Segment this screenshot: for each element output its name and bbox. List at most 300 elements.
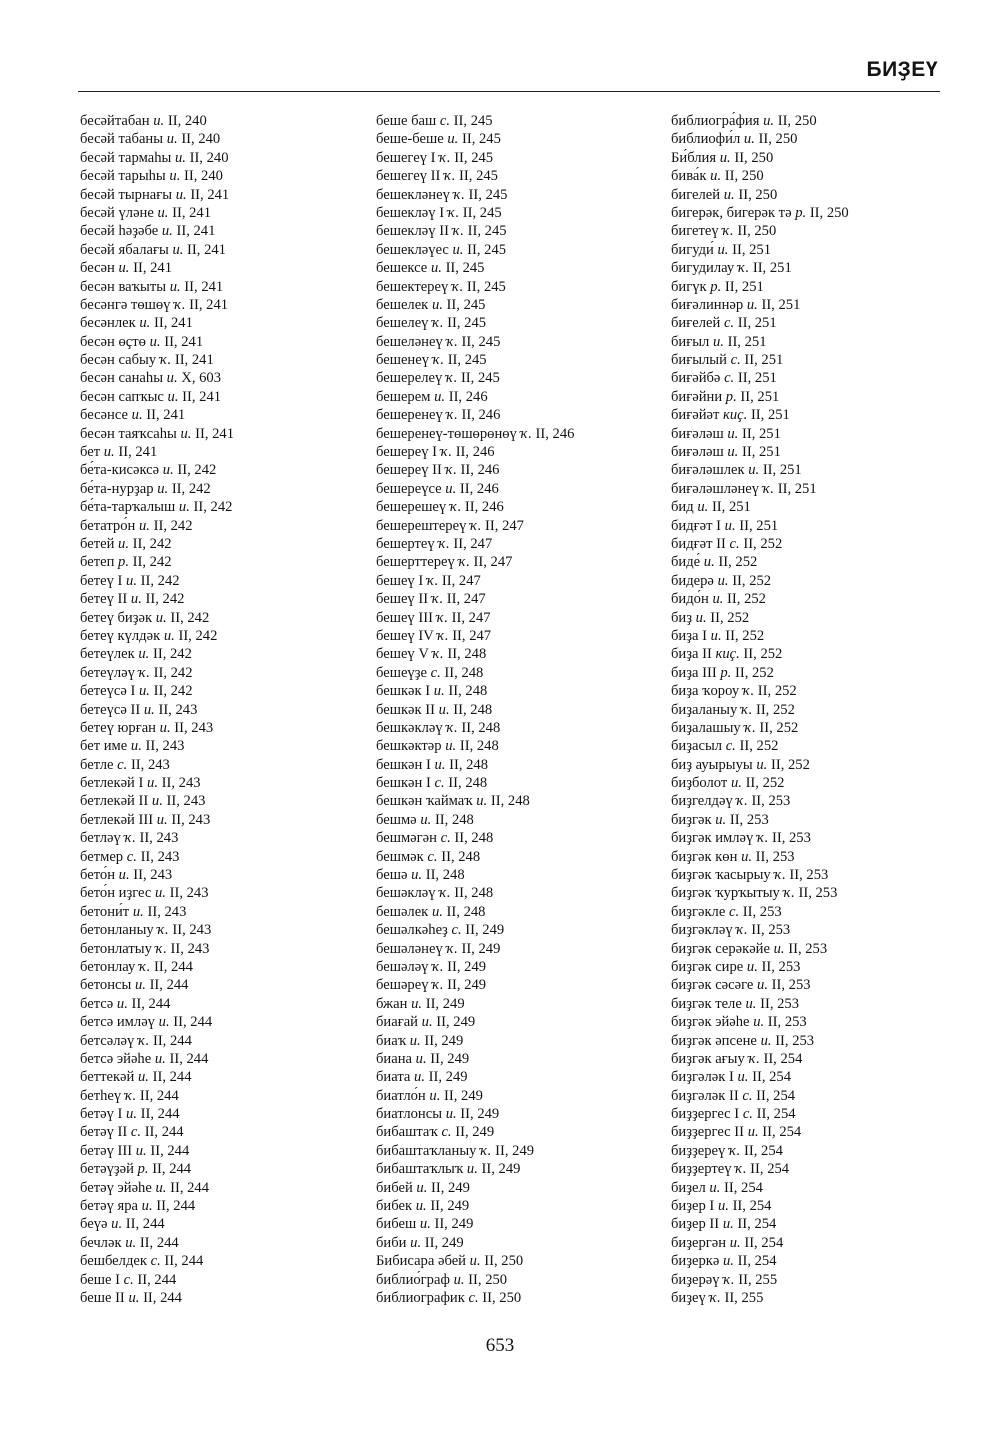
dictionary-entry (376, 1215, 666, 1233)
headword: бетеүсә I (80, 683, 136, 700)
volume-page-ref: II, 244 (139, 1234, 179, 1251)
headword: бешмә (376, 811, 417, 828)
headword: биҙа ҡороу (671, 683, 740, 700)
volume-page-ref: II, 253 (767, 1014, 807, 1031)
dictionary-entry (376, 351, 666, 369)
dictionary-entry (80, 1032, 350, 1050)
grammar-mark: и. (715, 811, 727, 828)
volume-page-ref: II, 242 (153, 664, 193, 681)
volume-page-ref: II, 245 (468, 186, 508, 203)
headword: биҙгәләк I (671, 1069, 734, 1086)
dictionary-entry (80, 1105, 350, 1123)
headword: биҙгәк ҡасырыу (671, 867, 771, 884)
dictionary-entry (671, 1289, 961, 1307)
grammar-mark: и. (727, 425, 739, 442)
headword: бесәйтабан (80, 113, 150, 129)
dictionary-entry (671, 1013, 961, 1031)
dictionary-entry (376, 333, 666, 351)
volume-page-ref: II, 241 (184, 278, 224, 295)
volume-page-ref: II, 248 (490, 793, 530, 810)
volume-page-ref: II, 249 (430, 1050, 470, 1067)
volume-page-ref: II, 248 (444, 664, 484, 681)
dictionary-entry (80, 719, 350, 737)
grammar-mark: и. (137, 1069, 149, 1086)
grammar-mark: с. (150, 1253, 161, 1270)
grammar-mark: и. (128, 1290, 140, 1306)
dictionary-entry (80, 848, 350, 866)
headword: бетәү эйәһе (80, 1179, 152, 1196)
grammar-mark: и. (169, 168, 181, 185)
grammar-mark: ҡ. (449, 499, 462, 516)
headword: биҙгәк ҡурҡытыу (671, 885, 780, 902)
dictionary-entry (376, 1289, 666, 1307)
volume-page-ref: II, 254 (750, 1161, 790, 1178)
headword: бетеү күлдәк (80, 627, 161, 644)
dictionary-entry (671, 1197, 961, 1215)
volume-page-ref: II, 245 (467, 241, 507, 258)
dictionary-entry (671, 461, 961, 479)
dictionary-entry (671, 1123, 961, 1141)
page-number: 653 (485, 1335, 515, 1356)
volume-page-ref: II, 253 (760, 995, 800, 1012)
dictionary-entry (671, 590, 961, 608)
volume-page-ref: II, 248 (448, 683, 488, 700)
volume-page-ref: II, 248 (449, 756, 489, 773)
grammar-mark: с. (440, 830, 451, 847)
headword: биҙҙергес II (671, 1124, 745, 1141)
volume-page-ref: II, 243 (174, 719, 214, 736)
volume-page-ref: II, 244 (156, 1198, 196, 1215)
volume-page-ref: II, 244 (152, 1069, 192, 1086)
grammar-mark: и. (411, 867, 423, 884)
volume-page-ref: II, 241 (187, 241, 226, 258)
dictionary-entry (376, 406, 666, 424)
dictionary-entry (376, 1234, 666, 1252)
dictionary-entry (376, 811, 666, 829)
headword: бетеп (80, 554, 115, 571)
grammar-mark: ҡ. (737, 260, 750, 277)
running-head: БИҘЕҮ (866, 58, 938, 81)
headword: беше-беше (376, 131, 444, 148)
dictionary-entry (80, 517, 350, 535)
volume-page-ref: II, 242 (153, 517, 193, 534)
headword: биҙҙереү (671, 1142, 726, 1159)
headword: бешкәкләү (376, 719, 443, 736)
grammar-mark: и. (118, 260, 130, 277)
dictionary-entry (80, 792, 350, 810)
dictionary-entry (80, 1271, 350, 1289)
volume-page-ref: II, 251 (737, 315, 777, 332)
volume-page-ref: II, 241 (172, 204, 212, 221)
headword: бешәкләү (376, 885, 436, 902)
grammar-mark: и. (747, 1124, 759, 1141)
volume-page-ref: II, 243 (158, 701, 198, 718)
headword: бешеү I (376, 572, 424, 589)
dictionary-entry (376, 278, 666, 296)
volume-page-ref: II, 242 (170, 609, 210, 626)
grammar-mark: и. (431, 296, 443, 313)
headword: биҙҙергес I (671, 1106, 740, 1123)
headword: биҙаланыу (671, 701, 738, 718)
grammar-mark: и. (155, 1179, 167, 1196)
grammar-mark: с. (468, 1290, 479, 1306)
dictionary-entry (376, 388, 666, 406)
volume-page-ref: II, 243 (133, 867, 173, 884)
grammar-mark: и. (167, 388, 179, 405)
grammar-mark: и. (421, 1014, 433, 1031)
dictionary-entry (671, 443, 961, 461)
dictionary-entry (80, 664, 350, 682)
grammar-mark: и. (741, 848, 753, 865)
grammar-mark: ҡ. (756, 830, 769, 847)
volume-page-ref: II, 252 (745, 775, 785, 792)
headword: бигелей (671, 186, 721, 203)
dictionary-entry (376, 940, 666, 958)
volume-page-ref: II, 248 (446, 903, 486, 920)
headword: бигудилау (671, 260, 735, 277)
dictionary-entry (80, 627, 350, 645)
grammar-mark: ҡ. (426, 572, 439, 589)
volume-page-ref: II, 244 (154, 958, 193, 975)
headword: бешкән I (376, 756, 431, 773)
grammar-mark: и. (175, 186, 187, 203)
grammar-mark: и. (729, 1234, 741, 1251)
headword: биҙгәләк II (671, 1087, 739, 1104)
headword: бигетеү (671, 223, 719, 240)
grammar-mark: и. (743, 131, 755, 148)
volume-page-ref: II, 241 (164, 333, 204, 350)
headword: биҙа III (671, 664, 717, 681)
headword: биҙерәү (671, 1271, 720, 1288)
headword: бетони́т (80, 903, 130, 920)
headword: бибаштаҡлыҡ (376, 1161, 464, 1178)
headword: бесән сабыу (80, 352, 157, 369)
dictionary-entry (80, 1289, 350, 1307)
headword: биҙгәк көн (671, 848, 738, 865)
headword: бетлекәй II (80, 793, 149, 810)
headword: бесәнгә төшөү (80, 296, 171, 313)
headword: биҙасыл (671, 738, 723, 755)
dictionary-entry (80, 682, 350, 700)
grammar-mark: ҡ. (742, 683, 755, 700)
grammar-mark: и. (126, 1106, 137, 1123)
dictionary-entry (80, 1068, 350, 1086)
headword: биҙер I (671, 1198, 715, 1215)
headword: бето́н (80, 867, 116, 884)
grammar-mark: с. (126, 848, 137, 865)
volume-page-ref: II, 247 (452, 627, 492, 644)
dictionary-entry (376, 1142, 666, 1160)
headword: бешекләнеү (376, 186, 450, 203)
volume-page-ref: II, 251 (740, 388, 780, 405)
grammar-mark: и. (414, 1069, 425, 1086)
headword: бешегеү II (376, 168, 441, 185)
dictionary-entry (80, 701, 350, 719)
headword: бешереү II (376, 462, 442, 479)
volume-page-ref: II, 247 (446, 591, 486, 608)
headword: бидерә (671, 572, 714, 589)
headword: биҙел (671, 1179, 706, 1196)
dictionary-entry (671, 186, 961, 204)
dictionary-entry (376, 701, 666, 719)
dictionary-entry (80, 296, 350, 314)
volume-page-ref: II, 245 (446, 296, 486, 313)
grammar-mark: и. (431, 903, 443, 920)
volume-page-ref: II, 250 (724, 168, 764, 185)
dictionary-entry (80, 829, 350, 847)
grammar-mark: и. (131, 407, 143, 424)
volume-page-ref: II, 245 (466, 278, 506, 295)
headword: бешексе (376, 260, 428, 277)
grammar-mark: и. (415, 1050, 427, 1067)
grammar-mark: ҡ. (138, 664, 150, 681)
dictionary-entry (80, 222, 350, 240)
dictionary-entry (80, 369, 350, 387)
dictionary-entry (376, 572, 666, 590)
grammar-mark: р. (720, 664, 732, 681)
grammar-mark: ҡ. (124, 1087, 137, 1104)
volume-page-ref: II, 242 (132, 535, 172, 552)
dictionary-entry (80, 388, 350, 406)
volume-page-ref: II, 247 (441, 572, 481, 589)
dictionary-entry (80, 1087, 350, 1105)
dictionary-entry (376, 1160, 666, 1178)
volume-page-ref: II, 253 (798, 885, 838, 902)
grammar-mark: и. (703, 554, 715, 571)
volume-page-ref: II, 255 (724, 1290, 764, 1306)
volume-page-ref: II, 241 (189, 296, 229, 313)
grammar-mark: ҡ. (446, 333, 458, 350)
volume-page-ref: II, 255 (738, 1271, 778, 1288)
headword: биҙа II (671, 646, 712, 663)
dictionary-entry (671, 425, 961, 443)
entry-column-3 (671, 112, 961, 1307)
volume-page-ref: II, 242 (140, 572, 180, 589)
grammar-mark: ҡ. (445, 370, 458, 387)
volume-page-ref: II, 249 (460, 1106, 500, 1123)
headword: бешерешеү (376, 499, 447, 516)
volume-page-ref: II, 250 (758, 131, 798, 148)
headword: биҙҙертеү (671, 1161, 732, 1178)
volume-page-ref: II, 248 (434, 811, 474, 828)
headword: биҙгәк сире (671, 958, 744, 975)
volume-page-ref: II, 253 (751, 922, 791, 939)
dictionary-entry (80, 1234, 350, 1252)
headword: биғәйбә (671, 370, 721, 387)
dictionary-entry (376, 480, 666, 498)
headword: бешереүсе (376, 480, 442, 497)
grammar-mark: и. (151, 793, 163, 810)
dictionary-entry (80, 443, 350, 461)
headword: бетлекәй I (80, 775, 144, 792)
grammar-mark: ҡ. (447, 204, 460, 221)
headword: биҙгәкләү (671, 922, 733, 939)
dictionary-entry (80, 333, 350, 351)
grammar-mark: и. (712, 591, 724, 608)
headword: бетсә (80, 995, 114, 1012)
dictionary-entry (376, 903, 666, 921)
volume-page-ref: II, 251 (711, 499, 751, 516)
headword: бешәреү (376, 977, 429, 994)
volume-page-ref: II, 252 (770, 756, 810, 773)
dictionary-entry (80, 535, 350, 553)
headword: бе́та-кисәксә (80, 462, 160, 479)
dictionary-entry (671, 609, 961, 627)
grammar-mark: и. (760, 1032, 772, 1049)
grammar-mark: и. (756, 756, 768, 773)
headword: бетеү II (80, 591, 128, 608)
dictionary-entry (80, 498, 350, 516)
volume-page-ref: II, 243 (170, 940, 210, 957)
headword: биби (376, 1234, 407, 1251)
headword: биҙер II (671, 1216, 720, 1233)
headword: бешеүҙе (376, 664, 427, 681)
volume-page-ref: II, 244 (137, 1271, 177, 1288)
dictionary-entry (80, 1160, 350, 1178)
grammar-mark: с. (451, 922, 462, 939)
dictionary-entry (671, 149, 961, 167)
dictionary-entry (671, 369, 961, 387)
grammar-mark: и. (723, 186, 735, 203)
volume-page-ref: II, 253 (755, 848, 795, 865)
headword: бешертеү (376, 535, 435, 552)
volume-page-ref: II, 252 (743, 535, 783, 552)
grammar-mark: и. (158, 1014, 170, 1031)
volume-page-ref: II, 252 (759, 719, 799, 736)
volume-page-ref: II, 250 (734, 149, 774, 166)
grammar-mark: и. (476, 793, 488, 810)
headword: бето́н иҙгес (80, 885, 152, 902)
volume-page-ref: II, 250 (809, 204, 849, 221)
dictionary-entry (671, 664, 961, 682)
volume-page-ref: II, 242 (177, 462, 217, 479)
volume-page-ref: II, 247 (451, 609, 491, 626)
dictionary-entry (376, 645, 666, 663)
grammar-mark: и. (138, 646, 150, 663)
dictionary-entry (671, 829, 961, 847)
headword: бетмер (80, 848, 124, 865)
dictionary-entry (376, 1105, 666, 1123)
volume-page-ref: II, 252 (725, 627, 765, 644)
grammar-mark: ҡ. (444, 168, 456, 185)
grammar-mark: и. (411, 995, 423, 1012)
headword: бешеләнеү (376, 333, 443, 350)
grammar-mark: ҡ. (439, 149, 451, 166)
headword: беше баш (376, 113, 437, 129)
volume-page-ref: II, 242 (171, 480, 211, 497)
volume-page-ref: II, 244 (144, 1124, 184, 1141)
volume-page-ref: II, 251 (761, 296, 801, 313)
headword: бетонлау (80, 958, 136, 975)
grammar-mark: ҡ. (138, 958, 151, 975)
grammar-mark: и. (147, 775, 158, 792)
dictionary-entry (80, 461, 350, 479)
dictionary-entry (671, 1087, 961, 1105)
volume-page-ref: II, 251 (739, 517, 779, 534)
dictionary-entry (671, 241, 961, 259)
dictionary-entry (376, 1032, 666, 1050)
volume-page-ref: II, 248 (459, 738, 499, 755)
volume-page-ref: II, 246 (459, 480, 499, 497)
grammar-mark: ҡ. (439, 885, 451, 902)
volume-page-ref: II, 241 (153, 315, 193, 332)
dictionary-entry (376, 259, 666, 277)
dictionary-entry (671, 130, 961, 148)
grammar-mark: и. (154, 1050, 166, 1067)
headword: бетеү I (80, 572, 123, 589)
volume-page-ref: II, 240 (181, 131, 221, 148)
grammar-mark: и. (746, 958, 758, 975)
volume-page-ref: II, 244 (140, 1106, 180, 1123)
volume-page-ref: II, 253 (788, 940, 828, 957)
dictionary-entry (376, 443, 666, 461)
headword: бешерелеү (376, 370, 443, 387)
volume-page-ref: II, 252 (739, 738, 779, 755)
volume-page-ref: II, 249 (431, 1179, 470, 1196)
dictionary-entry (671, 572, 961, 590)
dictionary-entry (376, 222, 666, 240)
dictionary-entry (80, 737, 350, 755)
dictionary-entry (80, 425, 350, 443)
volume-page-ref: II, 248 (448, 775, 488, 792)
grammar-mark: ҡ. (520, 425, 532, 442)
grammar-mark: и. (745, 995, 757, 1012)
dictionary-entry (376, 590, 666, 608)
volume-page-ref: II, 253 (761, 958, 801, 975)
grammar-mark: с. (728, 903, 740, 920)
volume-page-ref: II, 243 (161, 775, 201, 792)
grammar-mark: и. (430, 260, 442, 277)
grammar-mark: и. (159, 719, 171, 736)
volume-page-ref: II, 244 (164, 1253, 204, 1270)
headword: бешереү I (376, 444, 438, 461)
dictionary-entry (671, 406, 961, 424)
headword: биҙгәк серәкәйе (671, 940, 770, 957)
grammar-mark: ҡ. (446, 719, 458, 736)
volume-page-ref: II, 241 (176, 223, 216, 240)
volume-page-ref: II, 241 (195, 425, 235, 442)
dictionary-entry (80, 204, 350, 222)
volume-page-ref: II, 249 (434, 1216, 474, 1233)
dictionary-entry (671, 388, 961, 406)
volume-page-ref: II, 254 (762, 1124, 802, 1141)
volume-page-ref: II, 249 (424, 1032, 464, 1049)
volume-page-ref: II, 243 (172, 922, 212, 939)
grammar-mark: ҡ. (432, 315, 444, 332)
volume-page-ref: II, 249 (424, 1234, 464, 1251)
headword: биҙгәк әпсене (671, 1032, 757, 1049)
headword: биата (376, 1069, 411, 1086)
volume-page-ref: II, 244 (149, 977, 189, 994)
dictionary-entry (671, 553, 961, 571)
entry-column-1 (80, 112, 350, 1307)
dictionary-entry (671, 296, 961, 314)
grammar-mark: ҡ. (431, 591, 444, 608)
headword: бешмәгән (376, 830, 437, 847)
header-rule (78, 91, 940, 92)
dictionary-entry (376, 1123, 666, 1141)
grammar-mark: и. (130, 591, 142, 608)
grammar-mark: и. (724, 517, 736, 534)
volume-page-ref: II, 251 (737, 370, 777, 387)
headword: биғыл (671, 333, 710, 350)
headword: бесән таяҡсаһы (80, 425, 177, 442)
headword: биҙеркә (671, 1253, 720, 1270)
dictionary-entry (80, 921, 350, 939)
volume-page-ref: II, 244 (143, 1290, 182, 1306)
headword: биатло́н (376, 1087, 426, 1104)
headword: Бибисара әбей (376, 1253, 466, 1270)
